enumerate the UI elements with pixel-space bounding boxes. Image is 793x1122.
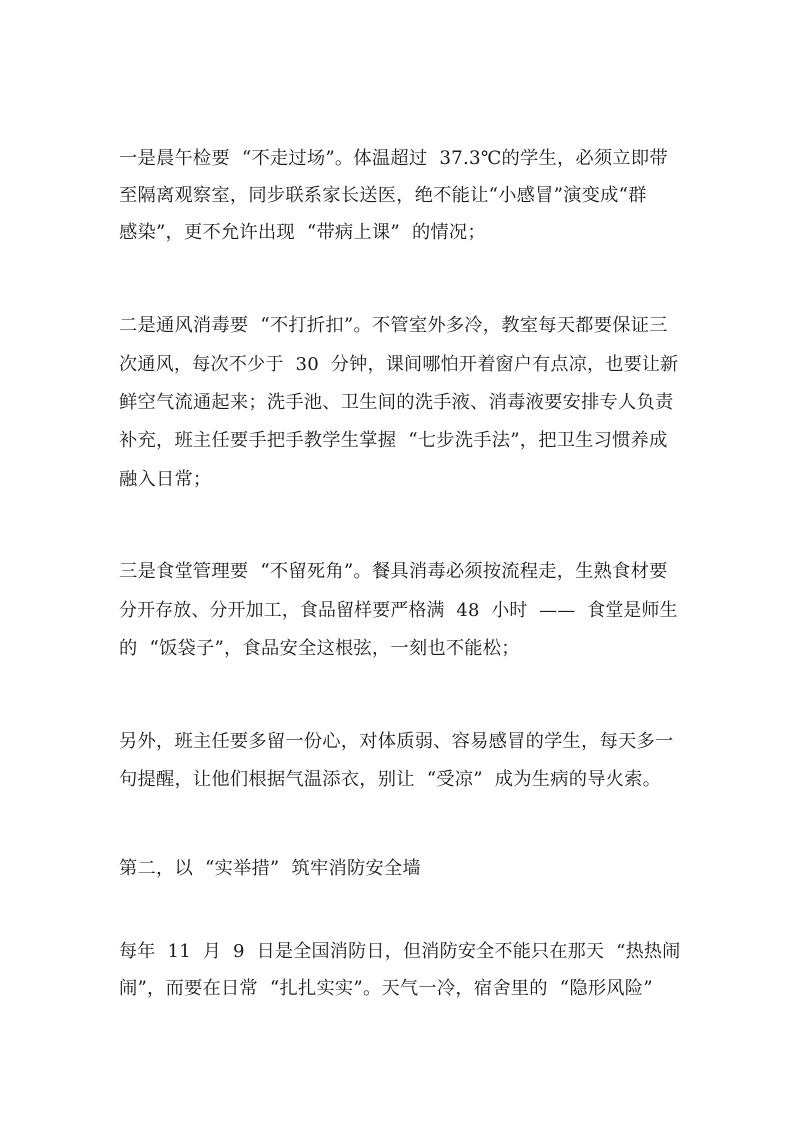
paragraph-canteen-line-3: 的 “饭袋子”，食品安全这根弦，一刻也不能松； [119,638,520,659]
paragraph-ventilation-line-2: 次通风，每次不少于 30 分钟，课间哪怕开着窗户有点凉，也要让新 [119,354,679,375]
paragraph-morning-check-line-3: 感染”，更不允许出现 “带病上课” 的情况； [119,222,486,243]
paragraph-canteen-line-1: 三是食堂管理要 “不留死角”。餐具消毒必须按流程走，生熟食材要 [119,561,668,582]
paragraph-ventilation-line-3: 鲜空气流通起来；洗手池、卫生间的洗手液、消毒液要安排专人负责 [119,392,674,413]
paragraph-ventilation-line-5: 融入日常； [119,469,212,490]
paragraph-ventilation-line-4: 补充，班主任要手把手教学生掌握 “七步洗手法”，把卫生习惯养成 [119,430,668,451]
section-heading-fire-safety: 第二，以 “实举措” 筑牢消防安全墙 [119,858,421,879]
paragraph-teacher-care-line-2: 句提醒，让他们根据气温添衣，别让 “受凉” 成为生病的导火索。 [119,769,662,790]
paragraph-teacher-care-line-1: 另外，班主任要多留一份心，对体质弱、容易感冒的学生，每天多一 [119,731,674,752]
paragraph-canteen-line-2: 分开存放、分开加工，食品留样要严格满 48 小时 —— 食堂是师生 [119,600,678,621]
paragraph-morning-check-line-2: 至隔离观察室，同步联系家长送医，绝不能让“小感冒”演变成“群 [119,185,647,206]
paragraph-morning-check-line-1: 一是晨午检要 “不走过场”。体温超过 37.3℃的学生，必须立即带 [119,148,668,169]
paragraph-fire-day-line-2: 闹”，而要在日常 “扎扎实实”。天气一冷，宿舍里的 “隐形风险” [119,978,653,999]
paragraph-fire-day-line-1: 每年 11 月 9 日是全国消防日，但消防安全不能只在那天 “热热闹 [119,941,681,962]
paragraph-ventilation-line-1: 二是通风消毒要 “不打折扣”。不管室外多冷，教室每天都要保证三 [119,315,668,336]
